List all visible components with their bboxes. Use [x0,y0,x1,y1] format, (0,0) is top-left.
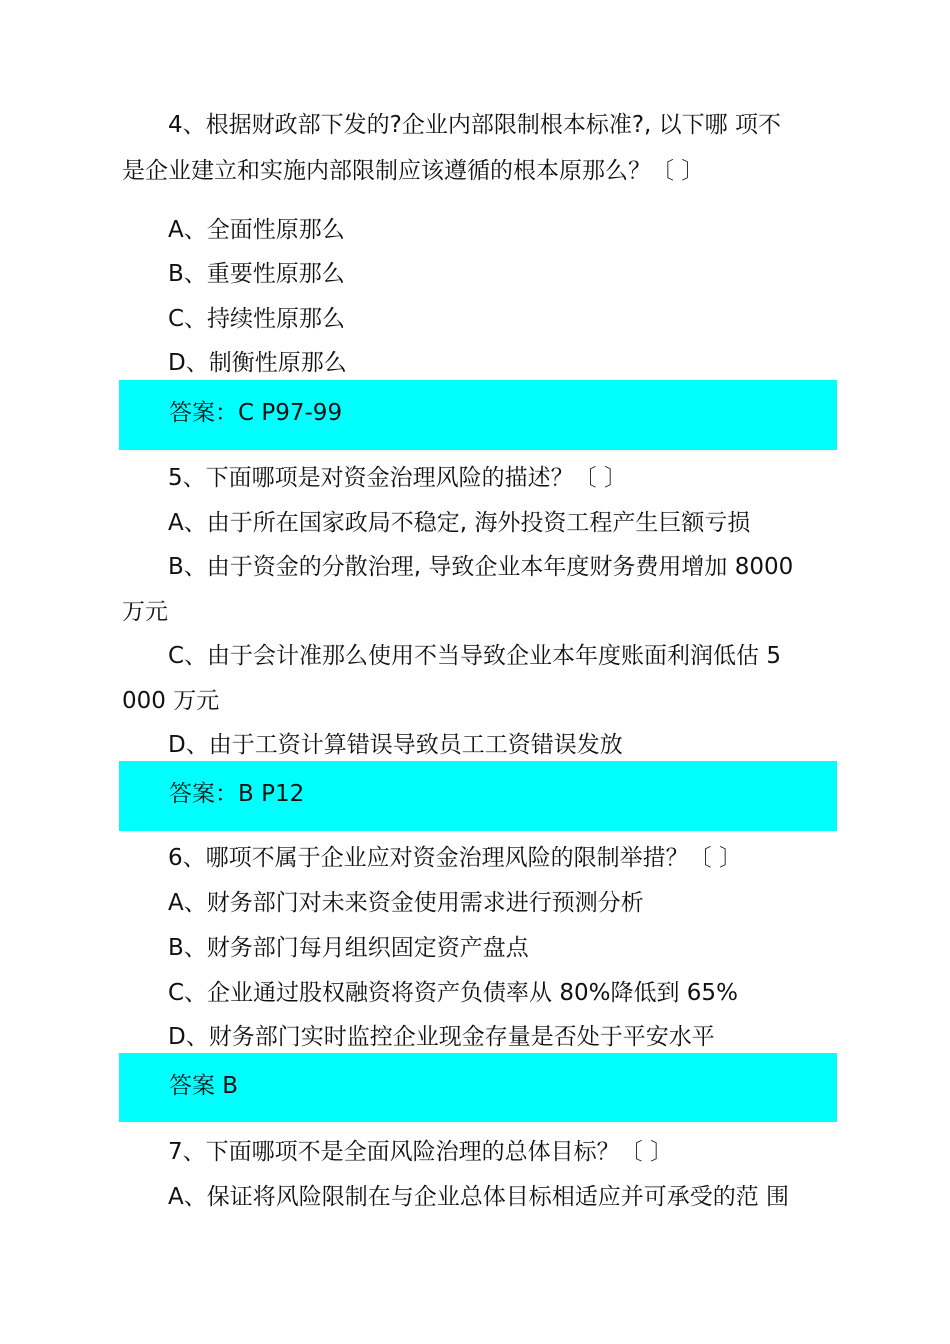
q6-option-d: D、财务部门实时监控企业现金存量是否处于平安水平 [168,1024,715,1050]
q6-option-b: B、财务部门每月组织固定资产盘点 [168,935,529,961]
q6-answer-highlight [119,1053,837,1122]
q7-stem: 7、下面哪项不是全面风险治理的总体目标？〔 〕 [168,1139,673,1165]
q5-option-d: D、由于工资计算错误导致员工工资错误发放 [168,732,623,758]
q5-stem: 5、下面哪项是对资金治理风险的描述？〔 〕 [168,465,627,491]
q4-option-b: B、重要性原那么 [168,261,345,287]
q4-option-a: A、全面性原那么 [168,217,345,243]
q5-option-b-line2: 万元 [122,599,168,625]
q5-answer: 答案：B P12 [169,781,305,807]
q4-stem-line1: 4、根据财政部下发的?企业内部限制根本标准?, 以下哪 项不 [168,112,781,138]
q4-stem-line2: 是企业建立和实施内部限制应该遵循的根本原那么？〔 〕 [122,158,705,184]
q5-answer-highlight [119,761,837,831]
q6-stem: 6、哪项不属于企业应对资金治理风险的限制举措？〔 〕 [168,845,742,871]
q5-option-c-line2: 000 万元 [122,688,220,714]
q6-option-a: A、财务部门对未来资金使用需求进行预测分析 [168,890,644,916]
q7-option-a: A、保证将风险限制在与企业总体目标相适应并可承受的范 围 [168,1184,790,1210]
q6-answer: 答案 B [169,1073,239,1099]
q4-option-c: C、持续性原那么 [168,306,346,332]
q4-answer: 答案：C P97-99 [169,400,343,426]
q4-answer-highlight [119,380,837,450]
q5-option-c-line1: C、由于会计准那么使用不当导致企业本年度账面利润低估 5 [168,643,782,669]
q5-option-b-line1: B、由于资金的分散治理, 导致企业本年度财务费用增加 8000 [168,554,794,580]
q6-option-c: C、企业通过股权融资将资产负债率从 80%降低到 65% [168,980,738,1006]
q5-option-a: A、由于所在国家政局不稳定, 海外投资工程产生巨额亏损 [168,510,751,536]
q4-option-d: D、制衡性原那么 [168,350,347,376]
